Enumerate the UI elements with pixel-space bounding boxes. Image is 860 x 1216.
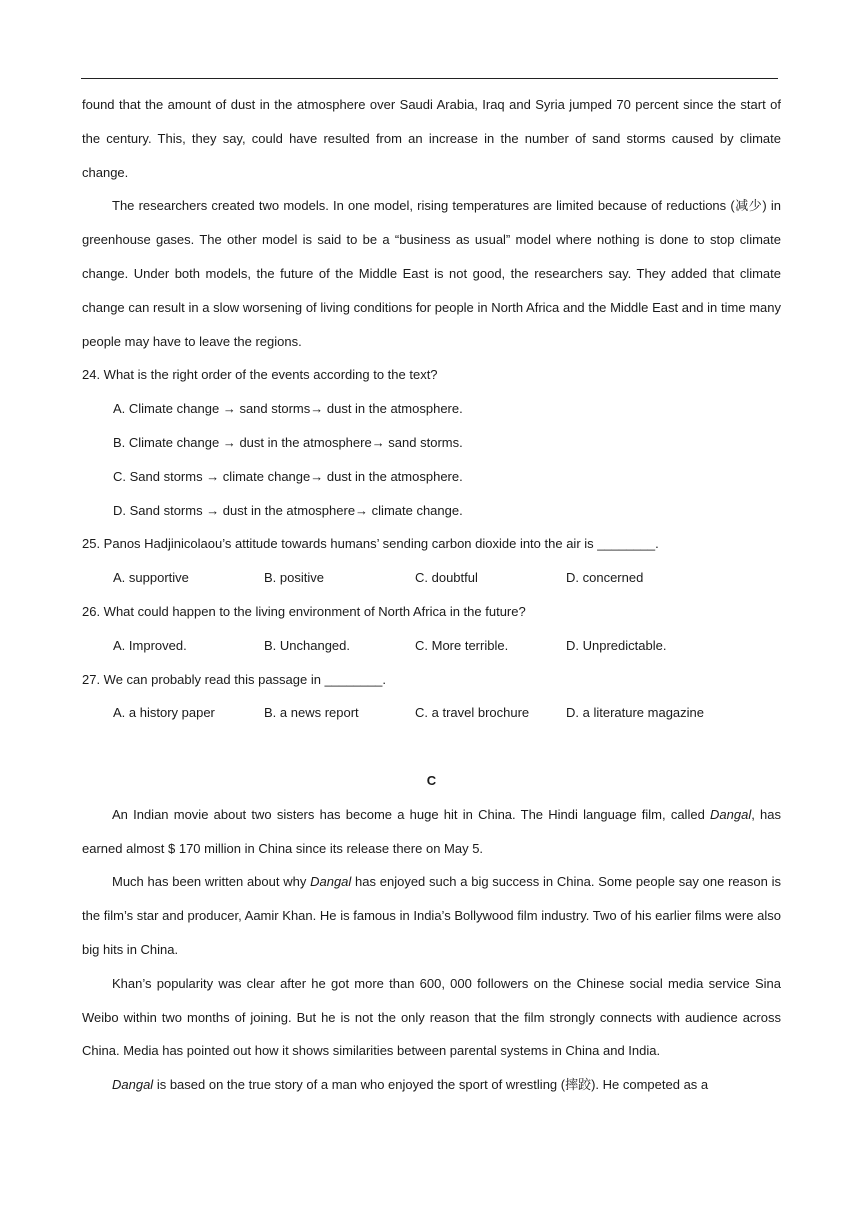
section-spacer: [82, 730, 781, 764]
question-26-options: [82, 629, 781, 663]
film-title: Dangal: [310, 874, 352, 890]
film-title: Dangal: [710, 806, 752, 822]
passage-c-label: C: [426, 772, 437, 788]
question-27-option-a: A. a history paper: [113, 705, 215, 721]
passage-c-paragraph-3: Khan’s popularity was clear after he got more than 600, 000 followers on the Chinese social media service Sina Weibo within two months of joining. But he is not the only reason that the film strongly connects with audience across China. Media has pointed out how it shows similarities between parental systems in China and India.: [82, 975, 781, 1059]
question-25-option-c: C. doubtful: [415, 570, 478, 586]
question-27-option-c: C. a travel brochure: [415, 705, 530, 721]
passage-c-p2-text-b: has enjoyed such a big success in China. Some people say one reason is the film’s star and producer, Aamir Khan. He is famous in India’s Bollywood film industry. Two of his earlier films were also big hits in China.: [82, 874, 781, 957]
question-24-option-c: C. Sand storms → climate change→ dust in the atmosphere.: [113, 468, 463, 484]
passage-c-p1-text-b: , has earned almost $ 170 million in China since its release there on May 5.: [82, 806, 782, 856]
question-25-option-a: A. supportive: [113, 570, 189, 586]
film-title: Dangal: [112, 1077, 154, 1093]
passage-c-p2-text-a: Much has been written about why: [112, 874, 311, 890]
question-25-options: [82, 561, 781, 595]
passage-b-paragraph-2: The researchers created two models. In one model, rising temperatures are limited because of reductions (减少) in greenhouse gases. The other model is said to be a “business as usual” model where nothing is done to stop climate change. Under both models, the future of the Middle East is not good, the researchers say. They added that climate change can result in a slow worsening of living conditions for people in North Africa and the Middle East and in time many people may have to leave the regions.: [82, 198, 781, 349]
question-26-option-c: C. More terrible.: [415, 637, 509, 653]
passage-c-paragraph-1: [82, 798, 781, 866]
header-rule: [81, 78, 778, 79]
passage-c-paragraph-2: [82, 865, 781, 966]
question-25-option-d: D. concerned: [566, 570, 644, 586]
question-27-option-d: D. a literature magazine: [566, 705, 705, 721]
question-24-stem: 24. What is the right order of the events according to the text?: [82, 367, 438, 383]
question-25-option-b: B. positive: [264, 570, 324, 586]
question-26-option-b: B. Unchanged.: [264, 637, 351, 653]
question-27-options: [82, 696, 781, 730]
passage-b-paragraph-1: found that the amount of dust in the atmosphere over Saudi Arabia, Iraq and Syria jumped 70 percent since the start of the century. This, they say, could have resulted from an increase in the number of sand storms caused by climate change.: [82, 97, 781, 180]
question-24-option-b: B. Climate change → dust in the atmosphere→ sand storms.: [113, 434, 463, 450]
passage-c-paragraph-4: [82, 1068, 781, 1102]
question-26-option-a: A. Improved.: [113, 637, 187, 653]
question-24-option-d: D. Sand storms → dust in the atmosphere→ climate change.: [113, 502, 463, 518]
question-26-stem: 26. What could happen to the living environment of North Africa in the future?: [82, 603, 526, 619]
question-27-stem: 27. We can probably read this passage in ________.: [82, 671, 387, 687]
question-26-option-d: D. Unpredictable.: [566, 637, 667, 653]
passage-c-p4-text-b: is based on the true story of a man who enjoyed the sport of wrestling (摔跤). He competed as a: [153, 1077, 709, 1093]
passage-c-p1-text-a: An Indian movie about two sisters has become a huge hit in China. The Hindi language film, called: [112, 806, 711, 822]
question-24-option-a: A. Climate change → sand storms→ dust in the atmosphere.: [113, 401, 463, 417]
document-body: [82, 88, 781, 1102]
question-25-stem: 25. Panos Hadjinicolaou’s attitude towards humans’ sending carbon dioxide into the air is ________.: [82, 536, 659, 552]
question-27-option-b: B. a news report: [264, 705, 359, 721]
